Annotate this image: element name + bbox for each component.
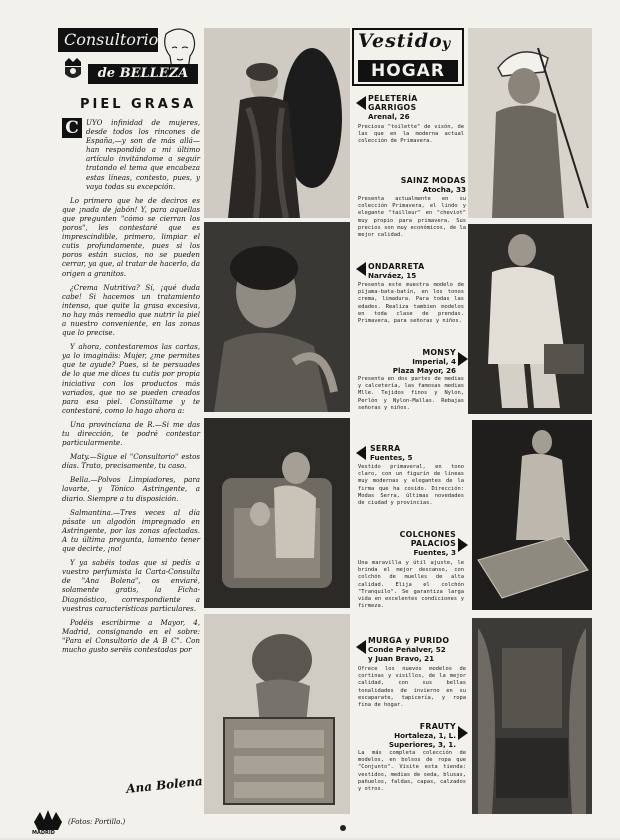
photo-pajama-woman [468,224,592,414]
photo-woman-portrait [204,222,350,412]
photo-credit: (Fotos: Portillo.) [68,818,126,826]
article-paragraph-2: Lo primero que he de deciros es que ¡nada de jabón! Y, para aquellas que pregunten "cómo se cierran los poros", les contestaré que es imprescindible, primero, limpiar el cutis profundamente, pues si los poros están sucios, no se pueden cerrar, ya que, al tratar de hacerlo, da origen a granitos. [62,195,200,278]
article-paragraph-7: Bella.—Polvos Limpiadores, para lavarte, y Tónico Astringente, a diario. Siempre a tu disposición. [62,475,200,503]
shop-listing [368,262,464,280]
shop-description: Presenta este muestra modelo de pijama-bata-batín, en los tonos crema, limadura. Para todas las edades. Realiza tambien modelos en toda clase de prendas. Primavera, para señoras y niños. [358,282,464,325]
royal-crest-icon [60,56,86,82]
shop-description: La más completa colección de modelos, en bolsos de ropa que "Conjunto". Visite esta tienda: vestidos, medias de seda, blusas, pañuelos, faldas, capas, calzados y otros. [358,750,466,793]
y-word: y [442,36,451,52]
photo-hat-woman [468,28,592,218]
shop-name: COLCHONES PALACIOS [399,530,456,548]
shop-address: Atocha, 33 [422,185,466,194]
shop-address: Fuentes, 5 [370,453,413,462]
shop-listing [380,176,466,194]
shop-listing [370,444,464,462]
consultorio-title: Consultorio [64,30,159,49]
shop-description: Presenta en dos partes de medias y calcetería, las famosas medias Mlle. Tejidos finos y Nylon, Perlón y Nylon-Mallas. Rebajas señoras y niños. [358,376,464,411]
photo-dress-mattress [472,420,592,610]
shop-name: MONSY [422,348,456,357]
bottom-ornament-icon [338,818,348,828]
hogar-text: HOGAR [371,61,445,81]
article-paragraph-3: ¿Crema Nutritiva? Sí, ¡qué duda cabe! Si hacemos un tratamiento intenso, que quite la grasa excesiva, no hay más remedio que nutrir la piel a nuestro conveniente, en las zonas que lo precise. [62,282,200,338]
shop-name: SERRA [370,444,401,453]
shop-name: SAINZ MODAS [400,176,466,185]
shop-listing [368,636,466,663]
article-body [62,118,200,808]
shop-name: PELETERÍA GARRIGOS [368,94,418,112]
belleza-banner [88,64,198,84]
drop-cap-letter: C [65,118,79,138]
photo-curtains-interior [472,618,592,814]
pointer-arrow-icon [356,262,366,276]
pointer-arrow-icon [356,640,366,654]
shop-listing [368,722,456,749]
shop-address: Arenal, 26 [368,112,410,121]
shop-address: Fuentes, 3 [413,548,456,557]
pointer-arrow-icon [458,726,468,740]
shop-address: Narváez, 15 [368,271,417,280]
article-paragraph-6: Maty.—Sigue el "Consultorio" estos días. Trato, precisamente, tu caso. [62,452,200,471]
consultorio-banner [58,28,158,52]
pointer-arrow-icon [356,96,366,110]
article-paragraph-4: Y ahora, contestaremos las cartas, ya lo imagináis: Mujer, ¿me permites que te ayude? Pues, si te persuades de lo que me dices tu cutis por propia iniciativa con los productos más variados, que no se pueden creados para esa piel. Consúltame y te contestaré, como lo hago ahora a: [62,342,200,415]
shop-description: Presenta actualmente en su colección Primavera, el lindo y elegante "tailleur" en "cheviot" muy propio para primavera. Sus precios son muy económicos, de la mejor calidad. [358,196,466,239]
photo-fur-coat-woman [204,28,350,218]
pointer-arrow-icon [356,446,366,460]
vestido-title: Vestido [358,30,443,52]
article-paragraph-10: Podéis escribirme a Mayor, 4, Madrid, consignando en el sobre: "Para el Consultorio de A B C". Con mucho gusto seréis contestadas por [62,617,200,654]
article-paragraph-8: Salmantina.—Tres veces al día pásate un algodón impregnado en Astringente, por las zonas afectadas. A tu última pregunta, lamento tener que decirte, ¡no! [62,507,200,554]
article-paragraph-9: Y ya sabéis todas que si pedís a vuestro perfumista la Carta-Consulta de "Ana Bolena", os enviaré, solamente gratis, la Ficha-Diagnóstico, correspondiente a vuestras características particulares. [62,558,200,613]
shop-name: FRAUTY [419,722,456,731]
shop-address: Imperial, 4 Plaza Mayor, 26 [392,357,456,375]
shop-description: Vestido primaveral, en tono claro, con un figurín de líneas muy modernas y elegantes de la firma que ha cosido. Dirección: Modas Serra, últimas novedades de ciudad y provincias. [358,464,464,507]
shop-description: Ofrece los nuevos modelos de cortinas y visillos, de la mejor calidad, con sus bellas tonalidades de invierno en su escaparate, tapicería, y ropa fina de hogar. [358,666,466,709]
hogar-title [358,60,458,82]
signature: Ana Bolena [125,774,204,796]
shop-listing [368,530,456,557]
vestido-hogar-banner [352,28,464,86]
shop-listing [368,94,464,121]
shop-name: ONDARRETA [368,262,425,271]
shop-description: Preciosa "toilette" de visón, de las que en la moderna actual colección de Primavera. [358,124,464,145]
article-title: PIEL GRASA [80,97,197,112]
footer-mark: MADRID [32,830,55,836]
shop-listing [368,348,456,375]
belleza-title: de BELLEZA [97,66,189,81]
shop-name: MURGA y PURIDO [368,636,450,645]
pointer-arrow-icon [458,538,468,552]
shop-address: Conde Peñalver, 52 y Juan Bravo, 21 [368,645,446,663]
pointer-arrow-icon [458,352,468,366]
shop-address: Hortaleza, 1, L. Superiores, 3, 1. [388,731,456,749]
article-paragraph-5: Una provinciana de R.—Si me das tu dirección, te podré contestar particularmente. [62,419,200,448]
photo-woman-armchair [204,418,350,608]
shop-description: Una maravilla y útil ajuste, le brinda el mejor descanso, con colchón de muelles de alta calidad. Elija el colchón "Tranquilo". Se garantiza larga vida en excelentes condiciones y firmeza. [358,560,464,610]
photo-pajama-cabinet [204,614,350,814]
article-paragraph-1: UYO infinidad de mujeres, desde todos los rincones de España,—y son de más allá—han respondido a mi último artículo invitándome a seguir tratando el tema que encabeza estas líneas, contesto, pues, y vaya todas su excepción. [86,118,200,191]
